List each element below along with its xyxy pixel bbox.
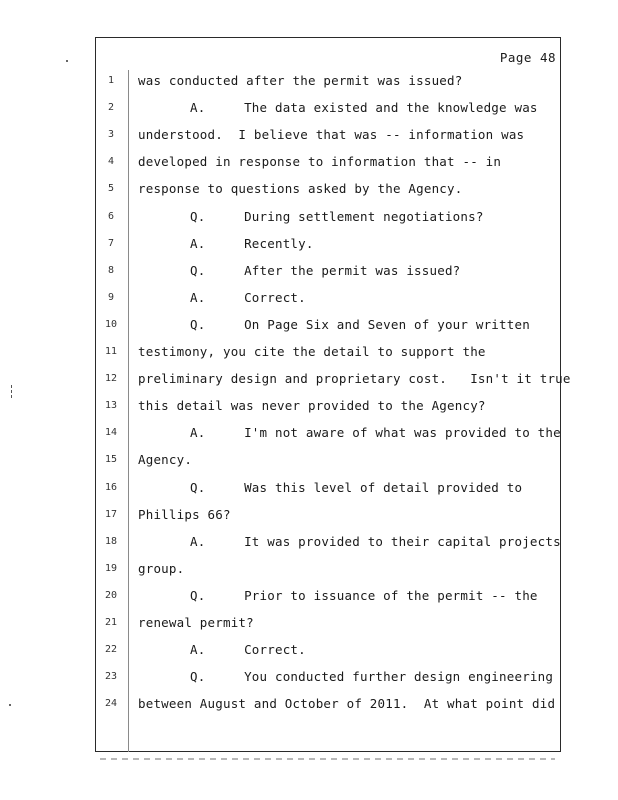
transcript-line: understood. I believe that was -- information was bbox=[138, 127, 525, 143]
line-number: 22 bbox=[104, 644, 118, 656]
footer-scan-noise bbox=[100, 758, 555, 760]
transcript-line: Q. During settlement negotiations? bbox=[190, 208, 484, 224]
transcript-line: group. bbox=[138, 560, 185, 576]
transcript-line: Q. Was this level of detail provided to bbox=[190, 479, 523, 495]
line-number: 23 bbox=[104, 671, 118, 683]
line-number: 12 bbox=[104, 373, 118, 385]
line-number: 10 bbox=[104, 318, 118, 330]
transcript-line: Agency. bbox=[138, 452, 193, 468]
transcript-line: A. Correct. bbox=[190, 642, 306, 658]
line-number: 6 bbox=[107, 210, 115, 222]
line-number: 7 bbox=[107, 237, 115, 249]
line-number-rule bbox=[128, 70, 129, 752]
transcript-line: between August and October of 2011. At what point did bbox=[138, 696, 556, 712]
line-number: 19 bbox=[104, 562, 118, 574]
line-number: 1 bbox=[107, 75, 115, 86]
transcript-line: Q. Prior to issuance of the permit -- the bbox=[190, 587, 538, 603]
line-number: 14 bbox=[104, 427, 118, 439]
transcript-line: preliminary design and proprietary cost. Isn't it true bbox=[138, 371, 571, 387]
transcript-line: A. It was provided to their capital projects bbox=[190, 533, 561, 549]
transcript-line: Q. You conducted further design engineering bbox=[190, 669, 554, 685]
transcript-line: Phillips 66? bbox=[138, 506, 231, 522]
line-number: 9 bbox=[107, 291, 115, 303]
line-number: 4 bbox=[107, 156, 115, 168]
scan-speck bbox=[66, 60, 68, 62]
transcript-line: this detail was never provided to the Agency? bbox=[138, 398, 486, 414]
transcript-line: A. Correct. bbox=[190, 289, 306, 305]
transcript-line: testimony, you cite the detail to support the bbox=[138, 344, 486, 359]
line-number: 24 bbox=[104, 698, 118, 710]
line-number: 21 bbox=[104, 617, 118, 628]
transcript-line: developed in response to information that -- in bbox=[138, 154, 502, 170]
transcript-line: A. I'm not aware of what was provided to the bbox=[190, 425, 561, 441]
line-number: 20 bbox=[104, 589, 118, 601]
transcript-line: A. The data existed and the knowledge was bbox=[190, 100, 538, 116]
transcript-line: Q. On Page Six and Seven of your written bbox=[190, 316, 530, 332]
scan-mark bbox=[11, 395, 12, 398]
scan-mark bbox=[11, 390, 12, 393]
line-number: 5 bbox=[107, 183, 115, 195]
line-number: 8 bbox=[107, 264, 115, 276]
transcript-page-frame bbox=[95, 37, 561, 752]
page-number: Page 48 bbox=[499, 50, 556, 65]
transcript-line: Q. After the permit was issued? bbox=[190, 262, 461, 278]
scan-mark bbox=[11, 385, 12, 388]
line-number: 17 bbox=[104, 508, 118, 520]
transcript-line: A. Recently. bbox=[190, 235, 314, 251]
line-number: 3 bbox=[107, 129, 115, 141]
line-number: 18 bbox=[104, 535, 118, 547]
transcript-line: renewal permit? bbox=[138, 615, 254, 630]
transcript-line: response to questions asked by the Agency. bbox=[138, 181, 463, 197]
line-number: 11 bbox=[104, 346, 118, 357]
line-number: 13 bbox=[104, 400, 118, 412]
line-number: 2 bbox=[107, 102, 115, 114]
line-number: 16 bbox=[104, 481, 118, 493]
transcript-line: was conducted after the permit was issued? bbox=[138, 73, 463, 88]
scan-speck bbox=[9, 704, 11, 706]
line-number: 15 bbox=[104, 454, 118, 466]
